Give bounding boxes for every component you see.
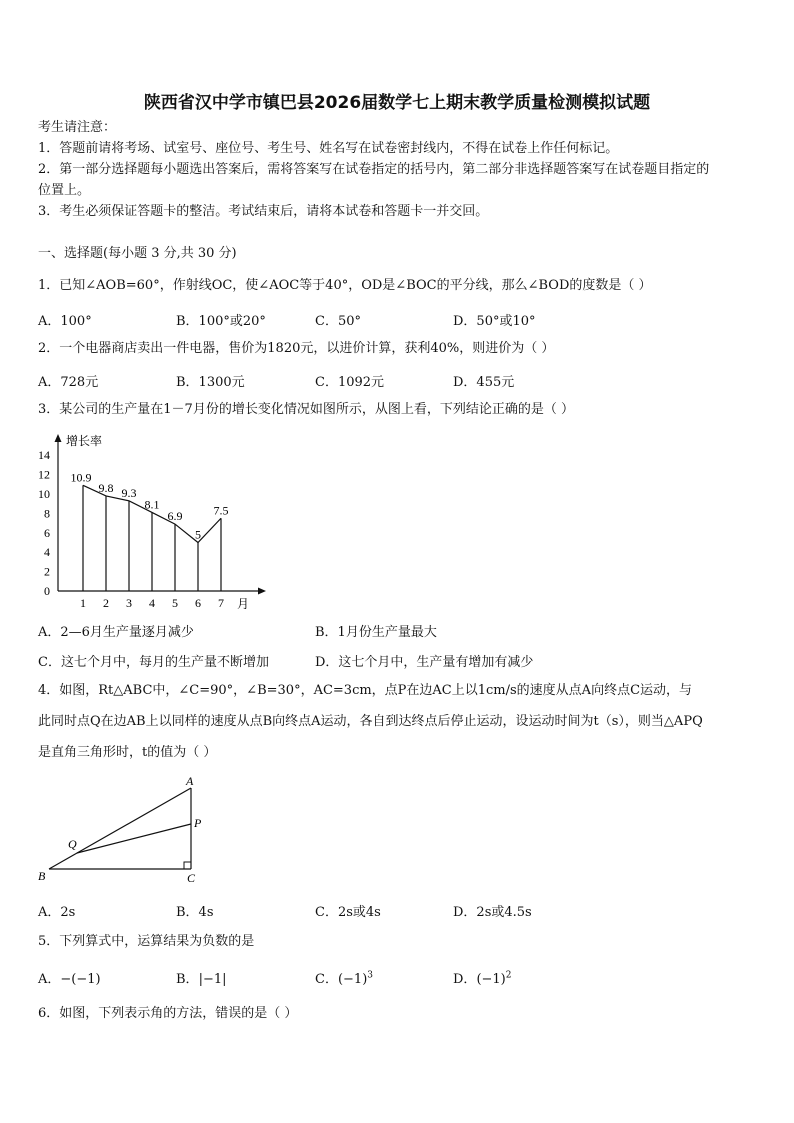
option-letter: B． xyxy=(176,972,199,987)
q3-option-b: B．1月份生产量最大 xyxy=(315,625,437,640)
q1-option-d: D．50°或10° xyxy=(453,314,536,329)
q5-option-c xyxy=(315,968,373,987)
y-tick-label: 14 xyxy=(38,448,50,463)
label-b: B xyxy=(38,869,46,883)
x-axis-label: 月 xyxy=(237,597,250,611)
q3-option-a: A．2—6月生产量逐月减少 xyxy=(38,625,194,640)
q4-option-d: D．2s或4.5s xyxy=(453,905,532,920)
data-label: 5 xyxy=(195,527,201,542)
option-expression: −(−1) xyxy=(60,972,101,987)
notice-item: 1．答题前请将考场、试室号、座位号、考生号、姓名写在试卷密封线内，不得在试卷上作任何标记。 xyxy=(38,141,619,156)
x-tick-label: 6 xyxy=(195,596,201,610)
question-6-stem: 6．如图，下列表示角的方法，错误的是（ ） xyxy=(38,1006,298,1021)
question-3-stem: 3．某公司的生产量在1－7月份的增长变化情况如图所示，从图上看，下列结论正确的是（ ） xyxy=(38,402,574,417)
question-4-stem: 是直角三角形时，t的值为（ ） xyxy=(38,745,217,760)
y-tick-label: 0 xyxy=(44,584,50,598)
data-label: 6.9 xyxy=(167,509,183,524)
data-label: 9.8 xyxy=(98,480,114,495)
question-4-stem: 此同时点Q在边AB上以同样的速度从点B向终点A运动，各自到达终点后停止运动，设运动时间为t（s），则当△APQ xyxy=(38,714,703,729)
y-tick-label: 4 xyxy=(44,545,50,560)
q3-option-c: C．这七个月中，每月的生产量不断增加 xyxy=(38,655,269,670)
label-q: Q xyxy=(68,837,77,851)
page-title: 陕西省汉中学市镇巴县2026届数学七上期末教学质量检测模拟试题 xyxy=(143,93,651,113)
option-expression: (−1) xyxy=(476,972,506,987)
q5-option-d xyxy=(453,968,511,987)
notice-item: 位置上。 xyxy=(38,183,91,198)
label-a: A xyxy=(186,774,194,788)
data-label: 7.5 xyxy=(213,503,229,518)
y-axis-label: 增长率 xyxy=(66,434,103,448)
q4-option-a: A．2s xyxy=(38,905,76,920)
data-label: 8.1 xyxy=(144,497,160,512)
q3-option-d: D．这七个月中，生产量有增加有减少 xyxy=(315,655,534,670)
question-4-stem: 4．如图，Rt△ABC中，∠C=90°，∠B=30°，AC=3cm，点P在边AC上以1cm/s的速度从点A向终点C运动，与 xyxy=(38,683,693,698)
segment-pq xyxy=(77,824,191,853)
y-tick-label: 6 xyxy=(44,525,50,540)
x-tick-label: 4 xyxy=(149,596,155,610)
x-tick-label: 3 xyxy=(126,596,132,610)
q2-option-a: A．728元 xyxy=(38,375,99,390)
question-2-stem: 2．一个电器商店卖出一件电器，售价为1820元，以进价计算，获利40%，则进价为（ ） xyxy=(38,341,555,356)
notice-item: 3．考生必须保证答题卡的整洁。考试结束后，请将本试卷和答题卡一并交回。 xyxy=(38,204,489,219)
q4-option-c: C．2s或4s xyxy=(315,905,381,920)
option-letter: D． xyxy=(453,972,477,987)
y-tick-label: 10 xyxy=(38,487,50,501)
option-exponent: 3 xyxy=(367,970,373,981)
option-expression: |−1| xyxy=(198,972,227,987)
y-tick-label: 2 xyxy=(44,564,50,579)
notice-heading: 考生请注意： xyxy=(38,120,117,135)
q2-option-c: C．1092元 xyxy=(315,375,385,390)
option-exponent: 2 xyxy=(505,970,512,981)
x-axis-arrow xyxy=(258,588,266,595)
x-tick-label: 7 xyxy=(218,596,224,610)
question-5-stem: 5．下列算式中，运算结果为负数的是 xyxy=(38,934,255,949)
right-angle-mark xyxy=(184,862,191,869)
q1-option-b: B．100°或20° xyxy=(176,314,266,329)
label-c: C xyxy=(187,871,196,885)
question-1-stem: 1．已知∠AOB=60°，作射线OC，使∠AOC等于40°，OD是∠BOC的平分线，那么∠BOD的度数是（ ） xyxy=(38,278,652,293)
growth-rate-chart xyxy=(30,428,270,618)
x-tick-label: 2 xyxy=(103,596,109,610)
option-letter: C． xyxy=(315,972,338,987)
y-axis-arrow xyxy=(55,434,62,442)
q4-option-b: B．4s xyxy=(176,905,214,920)
x-tick-label: 1 xyxy=(80,596,86,610)
y-tick-label: 8 xyxy=(44,506,50,521)
option-letter: A． xyxy=(38,972,61,987)
q1-option-a: A．100° xyxy=(38,314,92,329)
y-tick-label: 12 xyxy=(38,467,50,482)
q1-option-c: C．50° xyxy=(315,314,361,329)
q2-option-d: D．455元 xyxy=(453,375,515,390)
q5-option-a xyxy=(38,968,101,987)
data-label: 9.3 xyxy=(121,485,137,500)
section-heading: 一、选择题(每小题 3 分,共 30 分) xyxy=(38,246,237,261)
segment-ab xyxy=(49,788,191,869)
data-label: 10.9 xyxy=(70,470,92,485)
option-expression: (−1) xyxy=(337,972,368,987)
x-tick-label: 5 xyxy=(172,596,178,610)
q5-option-b xyxy=(176,968,227,987)
label-p: P xyxy=(194,816,202,830)
notice-item: 2．第一部分选择题每小题选出答案后，需将答案写在试卷指定的括号内，第二部分非选择题答案写在试卷题目指定的 xyxy=(38,162,710,177)
q2-option-b: B．1300元 xyxy=(176,375,245,390)
triangle-figure xyxy=(30,774,210,886)
